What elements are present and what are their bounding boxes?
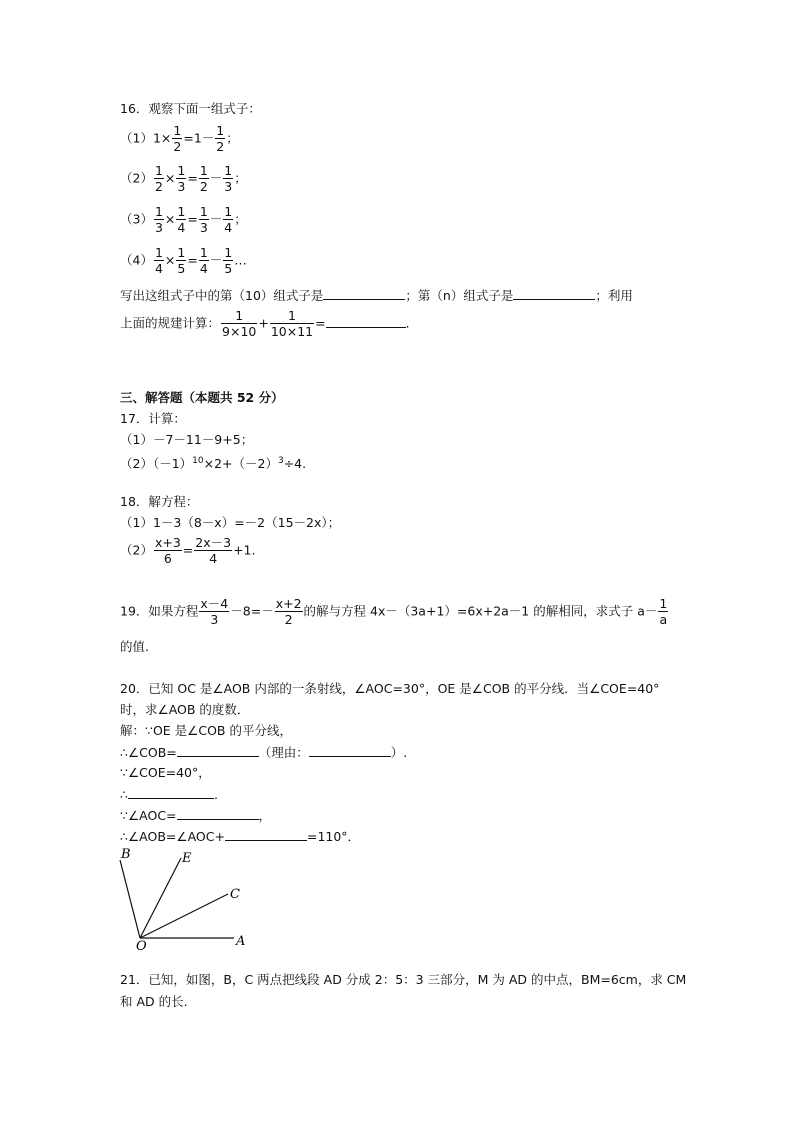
- q16-item-4: （4） $\frac{1}{4}$ × $\frac{1}{5}$ = $\frac{1}{4}$ － $\frac{1}{5}$ …: [120, 245, 247, 276]
- q20-line4: ∴∠COB= （理由： ）.: [120, 745, 408, 760]
- label-c: C: [230, 887, 240, 902]
- q20-line6: ∴ .: [120, 787, 218, 802]
- fraction: $\frac{1}{4}$: [224, 204, 233, 235]
- ray-oe: [140, 858, 181, 938]
- fraction: $\frac{1}{2}$: [173, 123, 182, 154]
- q21-line1: 21．已知，如图，B，C 两点把线段 AD 分成 2：5：3 三部分，M 为 AD 的中点，BM=6cm，求 CM: [120, 972, 687, 987]
- ray-oc: [140, 894, 228, 938]
- answer-blank[interactable]: [513, 287, 595, 300]
- angle-figure: [114, 846, 264, 954]
- fraction: $\frac{1}{4}$: [154, 245, 163, 276]
- label-a: A: [236, 934, 246, 949]
- fraction: $\frac{2x-3}{4}$: [195, 535, 232, 566]
- fraction: $\frac{x+3}{6}$: [154, 535, 181, 566]
- q16-title: 16．观察下面一组式子：: [120, 101, 261, 116]
- q16-item-1: （1）1× $\frac{1}{2}$ =1－ $\frac{1}{2}$ ；: [120, 123, 239, 154]
- answer-blank[interactable]: [326, 315, 406, 328]
- answer-blank[interactable]: [128, 786, 214, 799]
- q19-line1: 19．如果方程 $\frac{x-4}{3}$ －8=－ $\frac{x+2}{2}$ 的解与方程 4x－（3a+1）=6x+2a－1 的解相同，求式子 a－ $\frac{1}{a}$: [120, 596, 668, 627]
- section-title: 三、解答题（本题共 52 分）: [120, 390, 284, 405]
- q21-line2: 和 AD 的长.: [120, 994, 188, 1009]
- item-label: （1）: [120, 130, 153, 146]
- fraction: $\frac{1}{a}$: [659, 596, 668, 627]
- q18-line1: （1）1－3（8－x）=－2（15－2x）；: [120, 515, 341, 530]
- q17-title: 17．计算：: [120, 411, 186, 426]
- q20-line2: 时，求∠AOB 的度数．: [120, 702, 250, 717]
- label-e: E: [182, 851, 192, 866]
- q19-line2: 的值.: [120, 639, 149, 654]
- fraction: $\frac{1}{4}$: [177, 204, 186, 235]
- q20-line3: 解：∵OE 是∠COB 的平分线，: [120, 723, 292, 738]
- fraction: $\frac{1}{5}$: [224, 245, 233, 276]
- q20-line8: ∴∠AOB=∠AOC+ =110°．: [120, 829, 361, 844]
- q16-line1: 写出这组式子中的第（10）组式子是 ；第（n）组式子是 ；利用: [120, 288, 633, 303]
- q20-line7: ∵∠AOC= ，: [120, 808, 272, 823]
- fraction: $\frac{1}{3}$: [177, 163, 186, 194]
- fraction: $\frac{1}{2}$: [199, 163, 208, 194]
- q16-item-3: （3） $\frac{1}{3}$ × $\frac{1}{4}$ = $\frac{1}{3}$ － $\frac{1}{4}$ ；: [120, 204, 247, 235]
- q16-item-2: （2） $\frac{1}{2}$ × $\frac{1}{3}$ = $\frac{1}{2}$ － $\frac{1}{3}$ ；: [120, 163, 247, 194]
- q17-line2: $(2)(-1)^{10}\times 2+(-2)^3\div 4$.: [120, 456, 307, 472]
- answer-blank[interactable]: [177, 744, 259, 757]
- fraction: $\frac{1}{3}$: [154, 204, 163, 235]
- answer-blank[interactable]: [309, 744, 391, 757]
- label-o: O: [136, 939, 147, 954]
- fraction: $\frac{1}{3}$: [224, 163, 233, 194]
- fraction: $\frac{x-4}{3}$: [200, 596, 229, 627]
- q20-line5: ∵∠COE=40°，: [120, 765, 211, 780]
- q18-line2: （2） $\frac{x+3}{6}$ = $\frac{2x-3}{4}$ +1.: [120, 535, 256, 566]
- ray-ob: [120, 860, 140, 938]
- label-b: B: [121, 847, 131, 862]
- fraction: $\frac{1}{4}$: [199, 245, 208, 276]
- answer-blank[interactable]: [225, 828, 307, 841]
- q18-title: 18．解方程：: [120, 494, 199, 509]
- fraction: $\frac{1}{5}$: [177, 245, 186, 276]
- fraction: $\frac{1}{2}$: [216, 123, 225, 154]
- fraction: $\frac{1}{10\times 11}$: [270, 308, 314, 339]
- fraction: $\frac{1}{9\times 10}$: [222, 308, 257, 339]
- fraction: $\frac{1}{3}$: [199, 204, 208, 235]
- answer-blank[interactable]: [177, 807, 259, 820]
- q20-line1: 20．已知 OC 是∠AOB 内部的一条射线，∠AOC=30°，OE 是∠COB 的平分线．当∠COE=40°: [120, 681, 660, 696]
- fraction: $\frac{1}{2}$: [154, 163, 163, 194]
- q17-line1: （1）－7－11－9+5；: [120, 432, 254, 447]
- q16-line2: 上面的规建计算： $\frac{1}{9\times 10}$ + $\frac{1}{10\times 11}$ = ．: [120, 308, 419, 339]
- answer-blank[interactable]: [323, 287, 405, 300]
- fraction: $\frac{x+2}{2}$: [275, 596, 302, 627]
